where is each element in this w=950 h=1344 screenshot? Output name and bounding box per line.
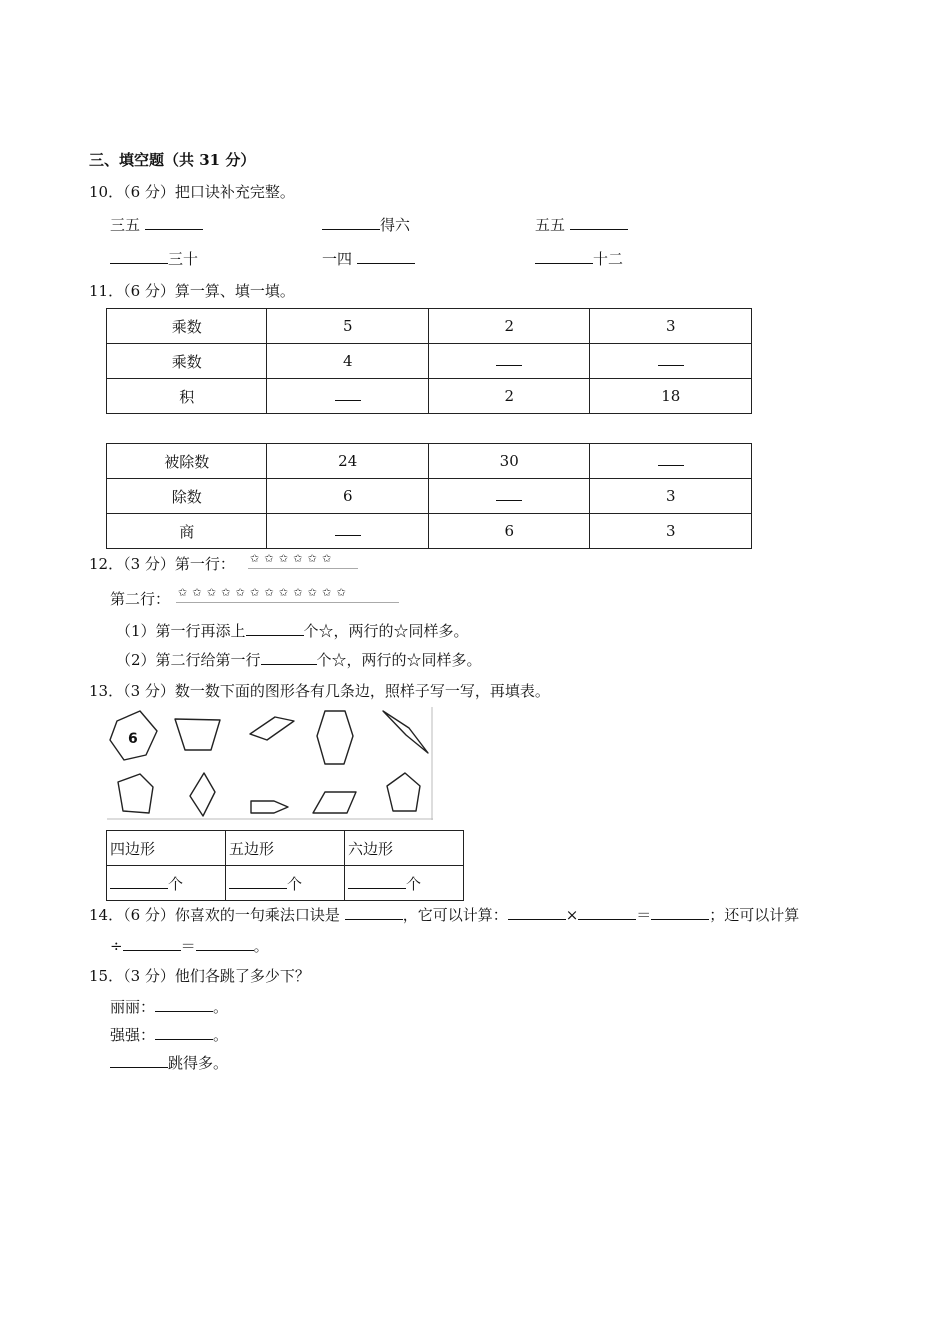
q14-line-1: 14．（6 分）你喜欢的一句乘法口诀是 ，它可以计算： × ＝ ；还可以计算 <box>89 906 800 924</box>
table-header: 六边形 <box>345 831 464 866</box>
answer-blank[interactable] <box>496 490 522 501</box>
answer-blank[interactable] <box>348 873 406 889</box>
q15-more: 跳得多。 <box>110 1052 228 1073</box>
answer-blank[interactable] <box>110 248 168 264</box>
parallelogram-shape <box>313 792 356 813</box>
answer-blank[interactable] <box>110 1052 168 1068</box>
table-cell: 24 <box>267 444 429 479</box>
count-cell: 个 <box>107 866 226 901</box>
rhombus-shape <box>250 717 294 740</box>
q12-part-2: （2）第二行给第一行 个☆，两行的☆同样多。 <box>116 651 482 669</box>
count-cell: 个 <box>226 866 345 901</box>
table-cell: 5 <box>267 309 429 344</box>
table-cell-blank[interactable] <box>267 514 429 549</box>
multiplication-table <box>106 308 752 414</box>
table-cell: 商 <box>107 514 267 549</box>
answer-blank[interactable] <box>335 525 361 536</box>
answer-blank[interactable] <box>578 904 636 920</box>
q12-row2-label: 第二行： <box>110 590 171 608</box>
q15-title: 15．（3 分）他们各跳了多少下？ <box>89 967 310 985</box>
table-cell-blank[interactable] <box>267 379 429 414</box>
count-cell: 个 <box>345 866 464 901</box>
table-cell: 2 <box>428 379 590 414</box>
answer-blank[interactable] <box>322 214 380 230</box>
table-cell-blank[interactable] <box>590 344 752 379</box>
pentagon-shape <box>387 773 420 811</box>
q10-item-3: 五五 <box>535 214 628 235</box>
q10-title: 10．（6 分）把口诀补充完整。 <box>89 183 295 201</box>
answer-blank[interactable] <box>508 904 566 920</box>
hexagon-shape <box>317 711 353 764</box>
q10-item-2: 得六 <box>322 214 410 235</box>
table-cell: 积 <box>107 379 267 414</box>
q10-item-4: 三十 <box>110 248 198 269</box>
table-cell-blank[interactable] <box>590 444 752 479</box>
table-cell: 乘数 <box>107 309 267 344</box>
table-header: 五边形 <box>226 831 345 866</box>
table-cell: 2 <box>428 309 590 344</box>
answer-blank[interactable] <box>123 935 181 951</box>
answer-blank[interactable] <box>570 214 628 230</box>
q14-line-2: ÷ ＝ 。 <box>110 937 269 955</box>
table-cell: 除数 <box>107 479 267 514</box>
q15-lili: 丽丽： 。 <box>110 998 229 1016</box>
answer-blank[interactable] <box>155 996 213 1012</box>
q13-title: 13．（3 分）数一数下面的图形各有几条边，照样子写一写，再填表。 <box>89 682 550 700</box>
table-cell: 6 <box>267 479 429 514</box>
table-cell: 4 <box>267 344 429 379</box>
rhombus-shape <box>190 773 215 816</box>
star-row-2: ✩✩✩✩✩✩✩✩✩✩✩✩ <box>178 586 352 599</box>
answer-blank[interactable] <box>496 355 522 366</box>
table-cell-blank[interactable] <box>428 344 590 379</box>
table-cell-blank[interactable] <box>428 479 590 514</box>
answer-blank[interactable] <box>229 873 287 889</box>
example-number: 6 <box>128 731 138 747</box>
q10-item-6: 十二 <box>535 248 623 269</box>
table-cell: 18 <box>590 379 752 414</box>
table-cell: 3 <box>590 309 752 344</box>
answer-blank[interactable] <box>335 390 361 401</box>
answer-blank[interactable] <box>261 649 317 665</box>
pentagon-arrow-shape <box>251 801 288 813</box>
answer-blank[interactable] <box>658 355 684 366</box>
q12-part-1: （1）第一行再添上 个☆，两行的☆同样多。 <box>116 622 469 640</box>
table-cell: 被除数 <box>107 444 267 479</box>
q10-item-1: 三五 <box>110 214 203 235</box>
answer-blank[interactable] <box>535 248 593 264</box>
answer-blank[interactable] <box>145 214 203 230</box>
trapezoid-shape <box>175 719 220 750</box>
answer-blank[interactable] <box>658 455 684 466</box>
table-cell: 30 <box>428 444 590 479</box>
table-cell: 3 <box>590 514 752 549</box>
shapes-figure <box>107 707 433 820</box>
parallelogram-shape <box>383 711 428 753</box>
q10-item-5: 一四 <box>322 248 415 269</box>
answer-blank[interactable] <box>345 904 403 920</box>
table-cell: 3 <box>590 479 752 514</box>
divider <box>248 568 358 569</box>
answer-blank[interactable] <box>110 873 168 889</box>
section-title: 三、填空题（共 31 分） <box>89 151 256 169</box>
pentagon-shape <box>118 774 153 813</box>
table-cell: 6 <box>428 514 590 549</box>
table-cell: 乘数 <box>107 344 267 379</box>
answer-blank[interactable] <box>155 1024 213 1040</box>
answer-blank[interactable] <box>196 935 254 951</box>
q11-title: 11．（6 分）算一算、填一填。 <box>89 282 295 300</box>
answer-blank[interactable] <box>357 248 415 264</box>
answer-blank[interactable] <box>651 904 709 920</box>
divider <box>176 602 399 603</box>
star-row-1: ✩✩✩✩✩✩ <box>250 552 337 565</box>
q12-title: 12．（3 分）第一行： <box>89 555 235 573</box>
division-table <box>106 443 752 549</box>
shape-count-table <box>106 830 464 901</box>
table-header: 四边形 <box>107 831 226 866</box>
q15-qiangqiang: 强强： 。 <box>110 1026 229 1044</box>
answer-blank[interactable] <box>246 620 304 636</box>
